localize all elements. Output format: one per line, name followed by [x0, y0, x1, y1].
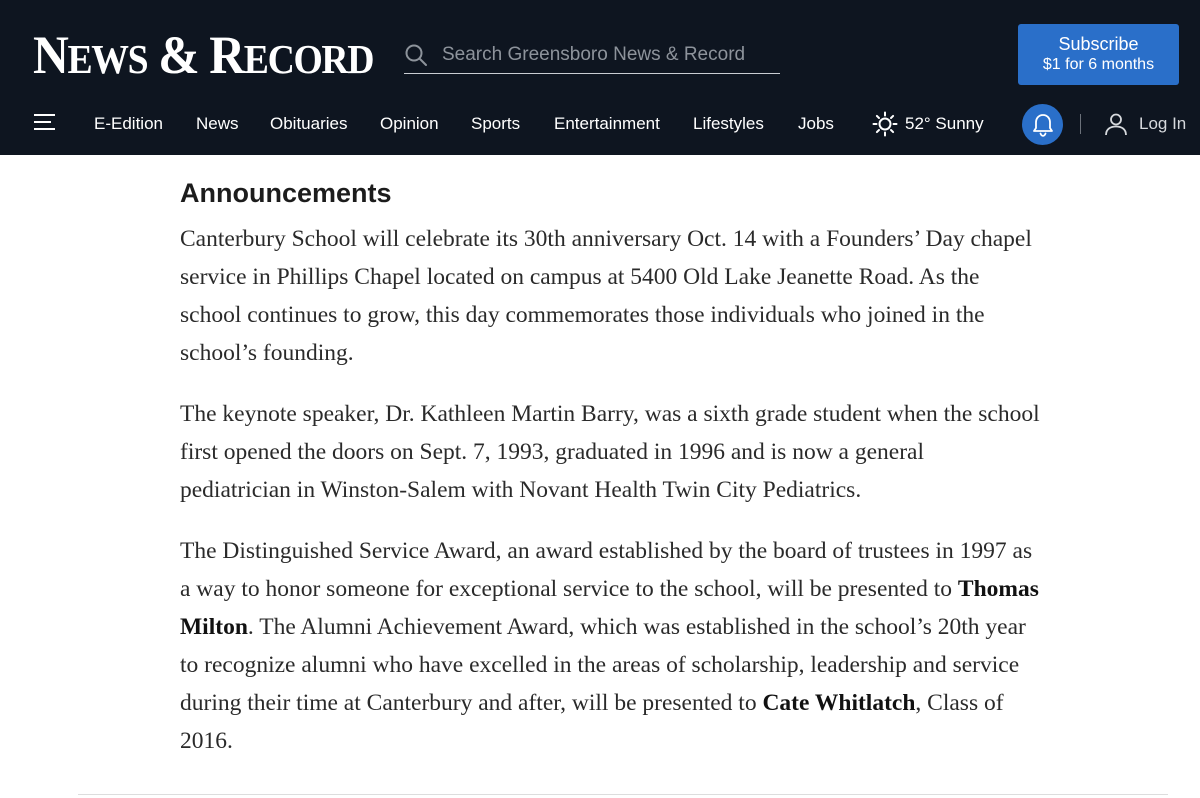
- paragraph-3-text: The Distinguished Service Award, an award established by the board of trustees in 1997 as a way to honor someone for exceptional service to the school, will be presented to: [180, 538, 1033, 602]
- paragraph-3-text: , Class of 2016.: [180, 690, 1004, 754]
- nav-item-entertainment[interactable]: Entertainment: [554, 114, 660, 133]
- nav-item-obituaries[interactable]: Obituaries: [270, 114, 348, 133]
- logo-text: N: [33, 25, 68, 85]
- honoree-name: Thomas Milton: [180, 576, 1039, 640]
- logo-text: ECORD: [243, 36, 374, 82]
- nav-item-e-edition[interactable]: E-Edition: [94, 114, 163, 133]
- subscribe-label: Subscribe: [1058, 34, 1139, 54]
- nav-item-lifestyles[interactable]: Lifestyles: [693, 114, 764, 133]
- article-body: [180, 220, 1040, 783]
- user-icon: [1104, 112, 1128, 136]
- login-link[interactable]: [1104, 112, 1186, 136]
- search-icon[interactable]: [404, 43, 428, 67]
- subscribe-offer: $1 for 6 months: [1042, 56, 1155, 73]
- subscribe-button[interactable]: [1018, 24, 1179, 85]
- notifications-button[interactable]: [1022, 104, 1063, 145]
- section-heading: Announcements: [180, 178, 392, 208]
- paragraph-3: [180, 532, 1040, 760]
- paragraph-1: Canterbury School will celebrate its 30th anniversary Oct. 14 with a Founders’ Day chapel service in Phillips Chapel located on campus at 5400 Old Lake Jeanette Road. As the school continues to grow, this day commemorates those individuals who joined in the school’s founding.: [180, 226, 1032, 366]
- paragraph-3-text: . The Alumni Achievement Award, which was established in the school’s 20th year to recognize alumni who have excelled in the areas of scholarship, leadership and service during their time at Canterbury and after, will be presented to: [180, 614, 1026, 716]
- paragraph-2: The keynote speaker, Dr. Kathleen Martin Barry, was a sixth grade student when the school first opened the doors on Sept. 7, 1993, graduated in 1996 and is now a general pediatrician in Winston-Salem with Novant Health Twin City Pediatrics.: [180, 401, 1040, 503]
- search-input[interactable]: [442, 44, 772, 66]
- menu-icon[interactable]: [34, 114, 55, 132]
- logo-text: &: [158, 25, 199, 85]
- nav-item-news[interactable]: News: [196, 114, 239, 133]
- login-label: Log In: [1139, 114, 1187, 133]
- nav-item-sports[interactable]: Sports: [471, 114, 521, 133]
- logo-text: R: [209, 25, 244, 85]
- site-logo[interactable]: [33, 25, 374, 86]
- nav-item-jobs[interactable]: Jobs: [798, 114, 834, 133]
- nav-divider: [1080, 114, 1081, 134]
- logo-text: EWS: [67, 36, 148, 82]
- main-nav: [0, 100, 1200, 148]
- bottom-divider: [78, 794, 1168, 795]
- site-header: [0, 0, 1200, 155]
- sun-icon: [872, 111, 898, 137]
- search-bar: [404, 36, 780, 74]
- bell-icon: [1031, 112, 1055, 138]
- weather-text: 52° Sunny: [905, 114, 984, 133]
- honoree-name: Cate Whitlatch: [762, 690, 916, 716]
- nav-item-opinion[interactable]: Opinion: [380, 114, 439, 133]
- weather-widget[interactable]: [872, 111, 984, 137]
